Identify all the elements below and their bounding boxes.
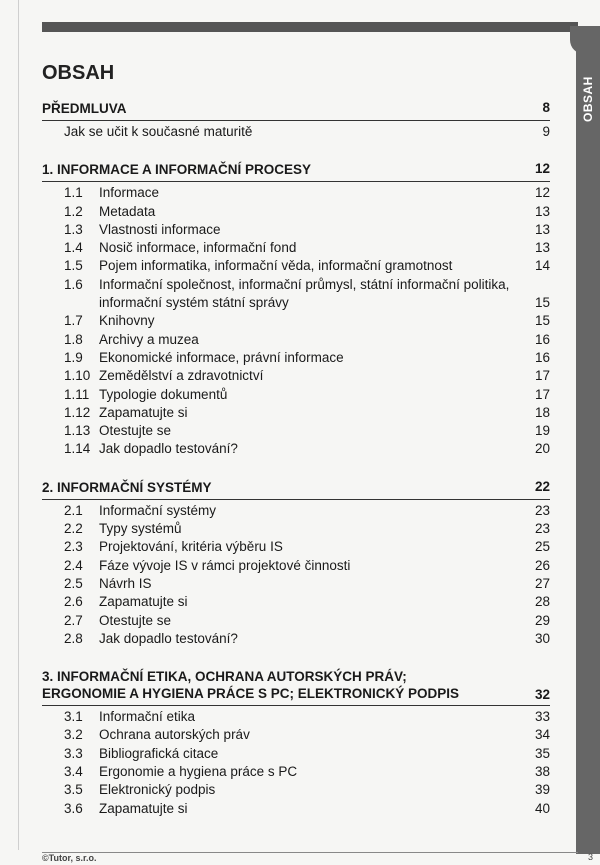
entry-number: 2.3 xyxy=(64,539,83,555)
entry-number: 2.2 xyxy=(64,521,83,537)
section-page: 12 xyxy=(534,161,550,177)
entry-text: Elektronický podpis xyxy=(99,782,216,798)
toc-entry xyxy=(42,203,550,221)
entry-text: Ergonomie a hygiena práce s PC xyxy=(99,764,298,780)
entry-text: Jak dopadlo testování? xyxy=(99,630,238,646)
footer-publisher: ©Tutor, s.r.o. xyxy=(42,853,97,863)
entry-number: 1.9 xyxy=(64,349,83,365)
entry-text: Ochrana autorských práv xyxy=(99,727,250,743)
section-page: 22 xyxy=(534,478,550,494)
entry-page: 28 xyxy=(534,594,550,610)
entry-text: Vlastnosti informace xyxy=(99,221,221,237)
entry-number: 1.5 xyxy=(64,258,83,274)
entry-page: 18 xyxy=(534,404,550,420)
entry-text: Typologie dokumentů xyxy=(99,386,228,402)
toc-entry xyxy=(42,612,550,630)
toc-entry xyxy=(42,422,550,440)
entry-page: 17 xyxy=(534,386,550,402)
entry-page: 14 xyxy=(534,258,550,274)
entry-number: 1.11 xyxy=(64,386,90,402)
page-title: OBSAH xyxy=(42,62,115,84)
entry-page: 27 xyxy=(534,575,550,591)
section-title-line-2: ERGONOMIE A HYGIENA PRÁCE S PC; ELEKTRONICKÝ PODPIS xyxy=(42,686,460,702)
entry-text: Jak dopadlo testování? xyxy=(99,441,238,457)
entry-number: 3.4 xyxy=(64,764,83,780)
entry-number: 3.1 xyxy=(64,709,83,725)
entry-page: 35 xyxy=(534,745,550,761)
toc-entry xyxy=(42,593,550,611)
entry-text: Informace xyxy=(99,185,160,201)
entry-number: 2.4 xyxy=(64,557,83,573)
entry-number: 3.5 xyxy=(64,782,83,798)
side-tab-label: OBSAH xyxy=(581,76,595,122)
table-of-contents xyxy=(42,100,550,818)
entry-number: 1.6 xyxy=(64,276,83,292)
entry-page: 13 xyxy=(534,240,550,256)
entry-text: Projektování, kritéria výběru IS xyxy=(99,539,283,555)
section-title: PŘEDMLUVA xyxy=(42,101,127,116)
entry-text: Otestujte se xyxy=(99,423,172,439)
entry-page: 16 xyxy=(534,331,550,347)
entry-page: 12 xyxy=(534,185,550,201)
toc-entry xyxy=(42,440,550,458)
entry-page: 23 xyxy=(534,502,550,518)
entry-number: 1.2 xyxy=(64,203,83,219)
entry-number: 1.4 xyxy=(64,240,83,256)
entry-text: Bibliografická citace xyxy=(99,745,219,761)
entry-page: 13 xyxy=(534,203,550,219)
entry-page: 15 xyxy=(534,295,550,311)
footer-page-number: 3 xyxy=(588,852,594,862)
section-title: 2. INFORMAČNÍ SYSTÉMY xyxy=(42,479,212,495)
header-bar xyxy=(42,22,578,32)
toc-entry xyxy=(42,123,550,141)
section-heading-chapter-2 xyxy=(42,479,550,500)
toc-entry xyxy=(42,184,550,202)
entry-text: Knihovny xyxy=(99,313,155,329)
toc-entry xyxy=(42,257,550,275)
entry-text: Typy systémů xyxy=(99,521,182,537)
section-heading-chapter-1 xyxy=(42,161,550,182)
toc-entry xyxy=(42,726,550,744)
entry-text: Informační etika xyxy=(99,709,196,725)
entry-number: 3.2 xyxy=(64,727,83,743)
section-heading-intro xyxy=(42,100,550,121)
toc-entry xyxy=(42,386,550,404)
entry-page: 40 xyxy=(534,800,550,816)
entry-number: 1.10 xyxy=(64,368,91,384)
side-tab-notch xyxy=(570,26,590,54)
entry-page: 16 xyxy=(534,349,550,365)
entry-page: 26 xyxy=(534,557,550,573)
entry-text: Zemědělství a zdravotnictví xyxy=(99,368,264,384)
side-tab xyxy=(576,26,600,854)
entry-text: Archivy a muzea xyxy=(99,331,199,347)
entry-number: 2.6 xyxy=(64,594,83,610)
entry-page: 39 xyxy=(534,782,550,798)
entry-number: 3.3 xyxy=(64,745,83,761)
toc-entry xyxy=(42,763,550,781)
toc-entry xyxy=(42,367,550,385)
entry-number: 1.8 xyxy=(64,331,83,347)
entry-number: 1.3 xyxy=(64,221,83,237)
section-title xyxy=(42,668,459,702)
entry-page: 17 xyxy=(534,368,550,384)
entry-text: Ekonomické informace, právní informace xyxy=(99,349,344,365)
entry-page: 30 xyxy=(534,630,550,646)
entry-page: 15 xyxy=(534,313,550,329)
entry-number: 1.13 xyxy=(64,423,91,439)
toc-entry xyxy=(42,575,550,593)
entry-page: 13 xyxy=(534,221,550,237)
toc-entry xyxy=(42,404,550,422)
entry-page: 34 xyxy=(534,727,550,743)
toc-entry xyxy=(42,349,550,367)
entry-text: Nosič informace, informační fond xyxy=(99,240,297,256)
entry-number: 1.1 xyxy=(64,185,83,201)
entry-text: Zapamatujte si xyxy=(99,404,188,420)
toc-entry xyxy=(42,239,550,257)
section-page: 8 xyxy=(542,100,550,115)
entry-text: Zapamatujte si xyxy=(99,800,188,816)
entry-number: 1.7 xyxy=(64,313,83,329)
entry-number: 3.6 xyxy=(64,800,83,816)
entry-number: 2.8 xyxy=(64,630,83,646)
entry-text: Informační společnost, informační průmysl, státní informační politika, informační systém státní správy xyxy=(99,276,510,311)
toc-entry xyxy=(42,557,550,575)
entry-text: Metadata xyxy=(99,203,156,219)
entry-text: Návrh IS xyxy=(99,575,152,591)
entry-number: 2.7 xyxy=(64,612,83,628)
entry-page: 38 xyxy=(534,764,550,780)
entry-text: Fáze vývoje IS v rámci projektové činnosti xyxy=(99,557,351,573)
toc-entry xyxy=(42,221,550,239)
entry-page: 23 xyxy=(534,521,550,537)
entry-page: 20 xyxy=(534,441,550,457)
toc-entry xyxy=(42,781,550,799)
toc-entry xyxy=(42,502,550,520)
entry-text: Otestujte se xyxy=(99,612,172,628)
entry-number: 1.14 xyxy=(64,441,91,457)
entry-page: 25 xyxy=(534,539,550,555)
section-title-line-1: 3. INFORMAČNÍ ETIKA, OCHRANA AUTORSKÝCH PRÁV; xyxy=(42,669,407,685)
entry-text: Pojem informatika, informační věda, informační gramotnost xyxy=(99,258,453,274)
entry-number: 2.5 xyxy=(64,575,83,591)
toc-entry xyxy=(42,538,550,556)
toc-entry xyxy=(42,312,550,330)
entry-page: 9 xyxy=(542,124,550,139)
toc-entry xyxy=(42,708,550,726)
entry-text: Informační systémy xyxy=(99,502,217,518)
section-heading-chapter-3 xyxy=(42,668,550,706)
toc-entry xyxy=(42,745,550,763)
entry-page: 29 xyxy=(534,612,550,628)
section-title: 1. INFORMACE A INFORMAČNÍ PROCESY xyxy=(42,162,312,178)
entry-number: 1.12 xyxy=(64,404,91,420)
entry-number: 2.1 xyxy=(64,502,83,518)
toc-entry xyxy=(42,630,550,648)
toc-entry xyxy=(42,331,550,349)
entry-text: Jak se učit k současné maturitě xyxy=(64,124,253,139)
toc-entry xyxy=(42,276,550,313)
footer-rule xyxy=(42,852,578,853)
entry-page: 33 xyxy=(534,709,550,725)
section-page: 32 xyxy=(534,687,550,703)
entry-text: Zapamatujte si xyxy=(99,594,188,610)
toc-entry xyxy=(42,800,550,818)
entry-page: 19 xyxy=(534,423,550,439)
toc-entry xyxy=(42,520,550,538)
